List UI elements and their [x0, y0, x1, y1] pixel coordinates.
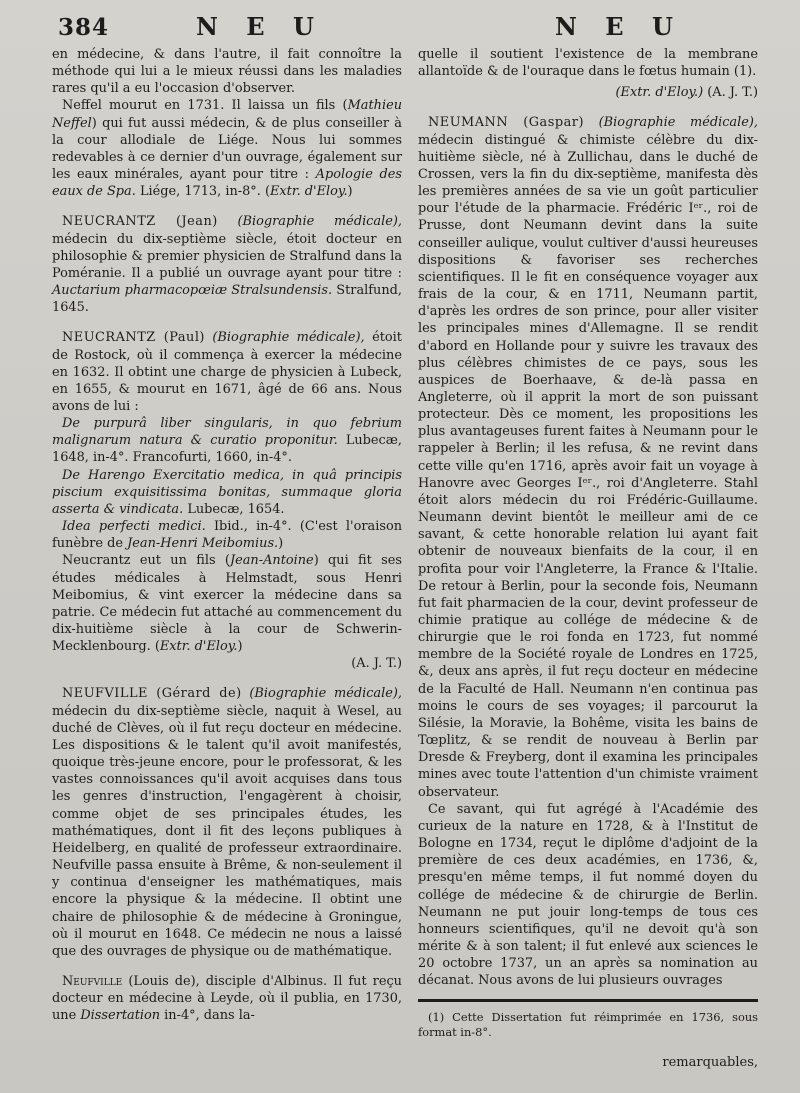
entry-neufville-louis [52, 973, 402, 1024]
paragraph-son [52, 552, 402, 655]
entry-category: (Biographie médicale), [249, 686, 402, 702]
work-item [52, 415, 402, 466]
text: ) [278, 536, 284, 552]
work-item [52, 518, 402, 552]
person-name: Jean-Antoine [229, 553, 314, 569]
source-ref: (Extr. d'Eloy.) [615, 85, 704, 101]
entry-neucrantz-jean [52, 213, 402, 316]
text: quelle il soutient l'existence de la membrane allantoïde & de l'ouraque dans le fœtus humain (1). [418, 47, 758, 80]
entry-neucrantz-paul [52, 329, 402, 415]
left-column [52, 46, 402, 1024]
text: Liége, 1713, in-8°. ( [139, 184, 270, 200]
entry-body: étoit de Rostock, où il commença à exercer la médecine en 1632. Il obtint une charge de physicien à Lubeck, en 1655, & mourut en 1671, âgé de 66 ans. Nous avons de lui : [52, 330, 402, 414]
work-title: De Harengo Exercitatio medica, in quâ principis piscium exquisitissima bonitas, summaque gloria asserta & vindicata. [52, 467, 402, 517]
entry-category: (Biographie médicale), [598, 115, 758, 131]
work-title: Apologie des eaux de Spa. [52, 167, 402, 200]
running-head-left: N E U [196, 12, 324, 41]
author-signature: (A. J. T.) [351, 656, 402, 672]
source-ref: Extr. d'Eloy. [269, 184, 348, 200]
imprint: Stralfund, 1645. [52, 283, 402, 316]
right-column [418, 46, 758, 1072]
person-name: Jean-Henri Meibomius. [127, 536, 279, 552]
footnote-rule [418, 999, 758, 1002]
entry-headword: NEUMANN (Gaspar) [428, 115, 584, 131]
paragraph-continued: en médecine, & dans l'autre, il fait connoître la méthode qui lui a le mieux réussi dans les maladies rares qu'il a eu l'occasion d'observer. [52, 47, 402, 97]
work-title: Dissertation [80, 1008, 161, 1024]
work-item [52, 467, 402, 518]
person-name: Mathieu Neffel [52, 98, 402, 131]
work-title: Idea perfecti medici. [62, 519, 206, 535]
entry-body: médecin du dix-septième siècle, naquit à Wesel, au duché de Clèves, où il fut reçu docteur en médecine. Les dispositions & le talent qu'il avoit manifestés, quoique très-jeune encore, pour le professorat, & les vastes connoissances qu'il avoit acquises dans tous les genres d'instruction, l'engagèrent à choisir, comme objet de ses principales études, les mathématiques, dont il fit des leçons publiques à Heidelberg, en qualité de professeur extraordinaire. Neufville passa ensuite à Brême, & non-seulement il y continua d'enseigner les mathématiques, mais encore la physique & la médecine. Il obtint une chaire de philosophie & de médecine à Groningue, où il mourut en 1648. Ce médecin ne nous a laissé que des ouvrages de physique ou de mathématique. [52, 703, 402, 959]
entry-body: médecin distingué & chimiste célèbre du dix-huitième siècle, né à Zullichau, dans le duché de Crossen, vers la fin du dix-septième, manifesta dès les premières années de sa vie un goût particulier pour l'étude de la pharmacie. Frédéric Iᵉʳ., roi de Prusse, dont Neumann devint dans la suite conseiller aulique, voulut cultiver d'aussi heureuses dispositions & favoriser ses recherches scientifiques. Il le fit en conséquence voyager aux frais de la cour, & en 1711, Neumann partit, d'après les ordres de son prince, pour aller visiter les principales mines d'Allemagne. Il se rendit d'abord en Hollande pour y suivre les travaux des plus célèbres chimistes de ce pays, sous les auspices de Boerhaave, & de-là passa en Angleterre, où il apprit la mort de son puissant protecteur. Dès ce moment, les propositions les plus avantageuses furent faites à Neumann pour le rappeler à Berlin; il les refusa, & ne revint dans cette ville qu'en 1716, après avoir fait un voyage à Hanovre avec Georges Iᵉʳ., roi d'Angleterre. Stahl étoit alors médecin du roi Frédéric-Guillaume. Neumann devint bientôt le meilleur ami de ce savant, & cette honorable relation lui ayant fait obtenir de nouveaux bienfaits de la cour, il en profita pour voir l'Angleterre, la France & l'Italie. De retour à Berlin, pour la seconde fois, Neumann fut fait pharmacien de la cour, devint professeur de chimie pratique au collége de médecine & de chirurgie que le roi fonda en 1723, fut nommé membre de la Société royale de Londres en 1725, &, deux ans après, il fut reçu docteur en médecine de la Faculté de Hall. Neumann n'en continua pas moins le cours de ses voyages; il parcourut la Silésie, la Moravie, la Bohême, visita les bains de Tœplitz, & se rendit de nouveau à Berlin par Dresde & Freyberg, dont il examina les principales mines avec toute l'attention d'un chimiste vraiment observateur. [418, 132, 758, 800]
author-signature: (A. J. T.) [707, 85, 758, 101]
imprint: Ibid., in-4°. (C'est l'oraison funèbre de [52, 519, 403, 552]
entry-body: médecin du dix-septième siècle, étoit docteur en philosophie & premier physicien de Stralfund dans la Poméranie. Il a publié un ouvrage ayant pour titre : [52, 231, 402, 281]
text: ) qui fit ses études médicales à Helmstadt, sous Henri Meibomius, & vint exercer la médecine dans sa patrie. Ce médecin fut attaché au commencement du dix-huitième siècle à la cour de Schwerin-Mecklenbourg. ( [52, 553, 402, 655]
running-head-right: N E U [555, 12, 683, 41]
work-title: De purpurâ liber singularis, in quo febrium malignarum natura & curatio proponitur. [52, 416, 402, 449]
text: Neffel mourut en 1731. Il laissa un fils ( [62, 98, 348, 114]
text: ) [347, 184, 353, 200]
text: ) [237, 639, 243, 655]
entry-category: (Biographie médicale), [237, 214, 402, 230]
paragraph-continued [418, 46, 758, 80]
paragraph-neffel [52, 97, 402, 200]
source-and-signature [418, 84, 758, 101]
text: Neucrantz eut un fils ( [62, 553, 230, 569]
imprint: Lubecæ, 1648, in-4°. Francofurti, 1660, in-4°. [52, 433, 402, 466]
entry-neufville-gerard [52, 685, 402, 960]
text: ) qui fut aussi médecin, & de plus conseiller à la cour allodiale de Liége. Nous lui sommes redevables à ce dernier d'un ouvrage, également sur les eaux minérales, ayant pour titre : [52, 115, 402, 183]
paragraph-neumann-2: Ce savant, qui fut agrégé à l'Académie des curieux de la nature en 1728, & à l'Institut de Bologne en 1734, reçut le diplôme d'adjoint de la première de ces deux académies, en 1736, &, presqu'en même temps, il fut nommé doyen du collége de médecine & de chirurgie de Berlin. Neumann ne put jouir long-temps de tous ces honneurs scientifiques, qu'il ne devoit qu'à son mérite & à son talent; il fut enlevé aux sciences le 20 octobre 1737, un an après sa nomination au décanat. Nous avons de lui plusieurs ouvrages [418, 801, 758, 989]
entry-category: (Biographie médicale), [212, 330, 365, 346]
entry-neumann-gaspar [418, 114, 758, 800]
source-ref: Extr. d'Eloy. [159, 639, 238, 655]
imprint: Lubecæ, 1654. [187, 501, 285, 517]
entry-headword: Neufville [62, 973, 123, 989]
page-number: 384 [58, 14, 110, 41]
catchword: remarquables, [662, 1055, 758, 1071]
footnote: (1) Cette Dissertation fut réimprimée en 1736, sous format in-8°. [418, 1010, 758, 1040]
entry-headword: NEUCRANTZ (Jean) [62, 214, 218, 230]
text: in-4°, dans la- [164, 1008, 255, 1024]
entry-headword: NEUFVILLE (Gérard de) [62, 686, 242, 702]
entry-headword: NEUCRANTZ (Paul) [62, 330, 205, 346]
work-title: Auctarium pharmacopœiæ Stralsundensis. [52, 283, 333, 299]
entry-body: (Louis de), disciple d'Albinus. Il fut reçu docteur en médecine à Leyde, où il publia, en 1730, une [52, 973, 402, 1024]
